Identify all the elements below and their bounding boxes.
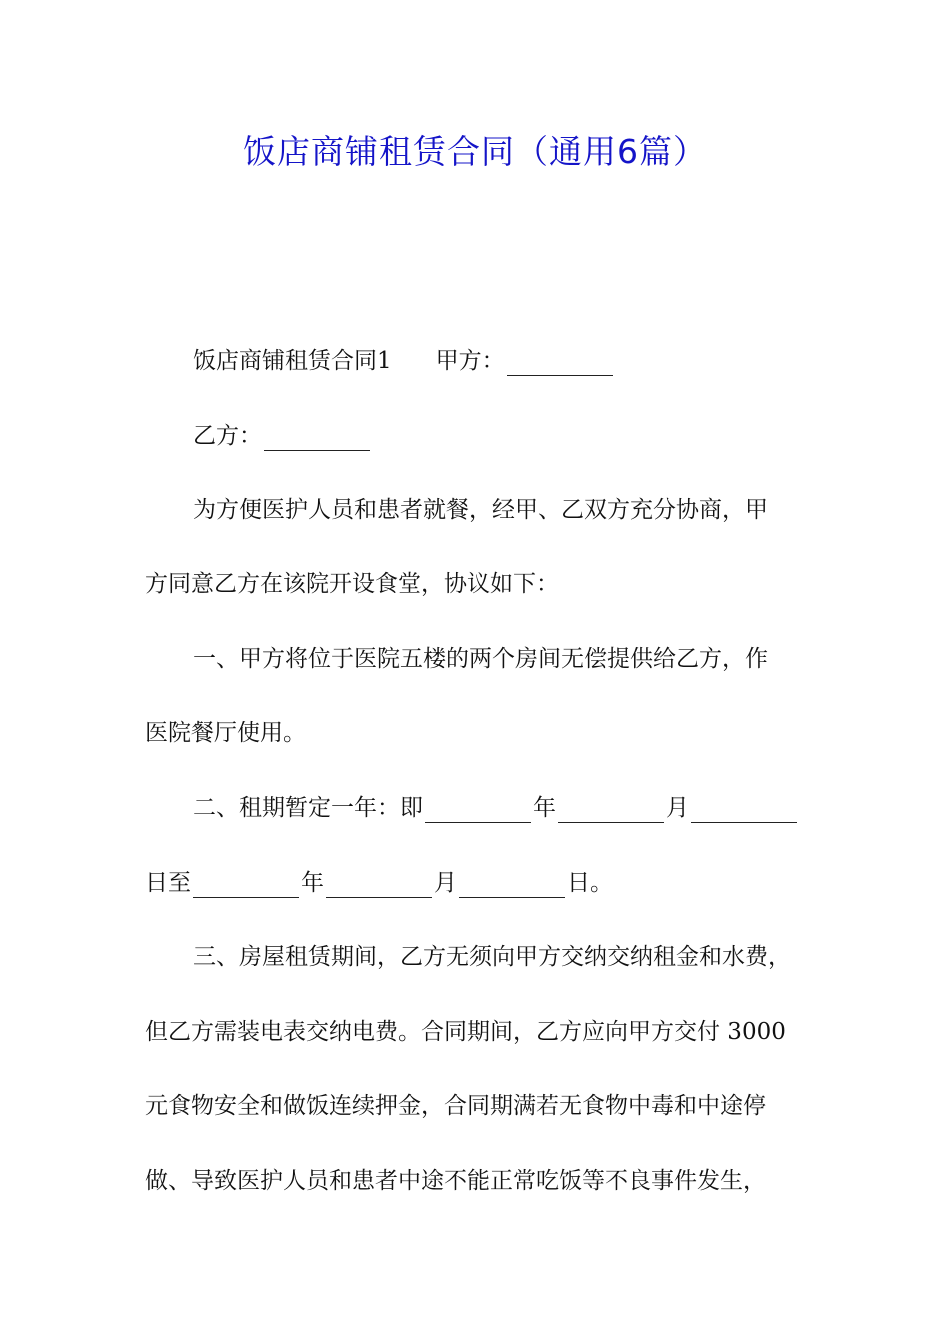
clause3-line1: 三、房屋租赁期间，乙方无须向甲方交纳交纳租金和水费，: [193, 944, 791, 970]
day-to-label: 日至: [145, 870, 191, 896]
start-month-blank: [558, 798, 664, 823]
clause3-line4: 做、导致医护人员和患者中途不能正常吃饭等不良事件发生，: [145, 1168, 766, 1194]
para1-line2: 方同意乙方在该院开设食堂，协议如下：: [145, 571, 559, 597]
month-label: 月: [666, 795, 689, 821]
day-end-label: 日。: [567, 870, 613, 896]
end-day-blank: [459, 873, 565, 898]
document-title: 饭店商铺租赁合同（通用6篇）: [243, 132, 707, 171]
clause1-line1: 一、甲方将位于医院五楼的两个房间无偿提供给乙方，作: [193, 646, 768, 672]
clause1-line2: 医院餐厅使用。: [145, 720, 306, 746]
party-a-label: 甲方：: [435, 348, 505, 374]
party-b-blank: [264, 426, 370, 451]
heading-line: [193, 346, 863, 376]
clause2-prefix: 二、租期暂定一年：即: [193, 795, 423, 821]
end-year-blank: [193, 873, 299, 898]
clause3-line3: 元食物安全和做饭连续押金，合同期满若无食物中毒和中途停: [145, 1093, 766, 1119]
contract-subtitle: 饭店商铺租赁合同1: [193, 348, 392, 374]
clause2-line1: [193, 793, 863, 823]
party-a-blank: [507, 351, 613, 376]
party-b-label: 乙方：: [193, 423, 262, 449]
end-year-label: 年: [301, 870, 324, 896]
start-day-blank: [691, 798, 797, 823]
end-month-blank: [326, 873, 432, 898]
clause3-line2: 但乙方需装电表交纳电费。合同期间，乙方应向甲方交付 3000: [145, 1019, 786, 1045]
clause2-line2: [145, 868, 815, 898]
party-b-line: [193, 421, 863, 451]
start-year-blank: [425, 798, 531, 823]
year-label: 年: [533, 795, 556, 821]
end-month-label: 月: [434, 870, 457, 896]
para1-line1: 为方便医护人员和患者就餐，经甲、乙双方充分协商，甲: [193, 497, 768, 523]
